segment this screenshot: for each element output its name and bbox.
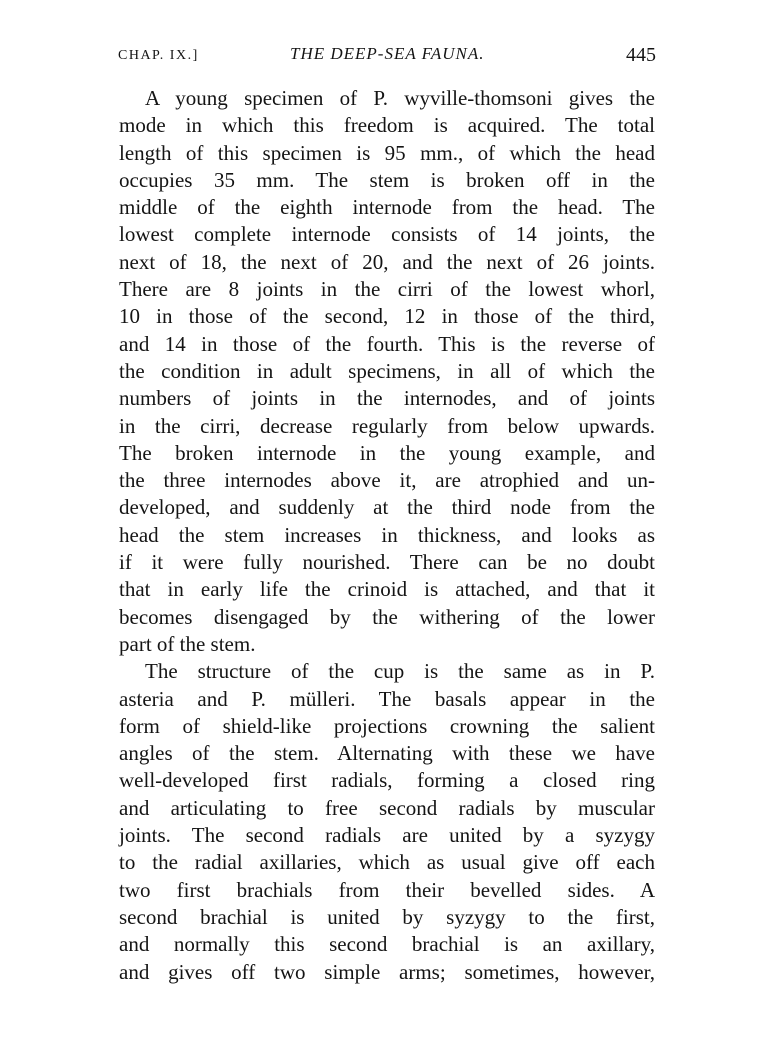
text-line: joints. The second radials are united by a syzygy <box>119 823 655 848</box>
running-head <box>118 44 656 70</box>
text-line: the three internodes above it, are atrophied and un- <box>119 468 655 493</box>
text-line: that in early life the crinoid is attached, and that it <box>119 577 655 602</box>
text-line: numbers of joints in the internodes, and of joints <box>119 386 655 411</box>
running-title: THE DEEP-SEA FAUNA. <box>290 44 485 63</box>
text-line: head the stem increases in thickness, and looks as <box>119 522 655 547</box>
chapter-label: CHAP. IX.] <box>118 48 199 63</box>
text-line: well-developed first radials, forming a closed ring <box>119 768 655 793</box>
text-line: and gives off two simple arms; sometimes, however, <box>119 959 655 984</box>
text-line: asteria and P. mülleri. The basals appear in the <box>119 686 655 711</box>
text-line: angles of the stem. Alternating with these we have <box>119 741 655 766</box>
paragraph-1 <box>119 85 655 658</box>
text-line: two first brachials from their bevelled sides. A <box>119 877 655 902</box>
text-line: to the radial axillaries, which as usual give off each <box>119 850 655 875</box>
text-line: mode in which this freedom is acquired. The total <box>119 113 655 138</box>
body-text <box>119 85 655 986</box>
text-line: becomes disengaged by the withering of the lower <box>119 604 655 629</box>
text-line: 10 in those of the second, 12 in those of the third, <box>119 304 655 329</box>
page-number: 445 <box>626 44 656 66</box>
text-line: the condition in adult specimens, in all of which the <box>119 358 655 383</box>
text-line: and 14 in those of the fourth. This is the reverse of <box>119 331 655 356</box>
text-line: second brachial is united by syzygy to the first, <box>119 904 655 929</box>
text-line: and articulating to free second radials by muscular <box>119 795 655 820</box>
text-line: if it were fully nourished. There can be no doubt <box>119 550 655 575</box>
text-line: The structure of the cup is the same as in P. <box>145 659 655 684</box>
text-line: next of 18, the next of 20, and the next of 26 joints. <box>119 249 655 274</box>
text-line: lowest complete internode consists of 14 joints, the <box>119 222 655 247</box>
text-line: A young specimen of P. wyville-thomsoni gives the <box>145 86 655 110</box>
text-line: and normally this second brachial is an axillary, <box>119 932 655 957</box>
text-line: developed, and suddenly at the third node from the <box>119 495 655 520</box>
text-line: The broken internode in the young example, and <box>119 440 655 465</box>
text-line: There are 8 joints in the cirri of the lowest whorl, <box>119 277 655 302</box>
paragraph-2 <box>119 658 655 986</box>
text-line: in the cirri, decrease regularly from below upwards. <box>119 413 655 438</box>
text-line: form of shield-like projections crowning the salient <box>119 713 655 738</box>
text-line: length of this specimen is 95 mm., of which the head <box>119 140 655 165</box>
text-line: part of the stem. <box>119 631 256 656</box>
text-line: occupies 35 mm. The stem is broken off in the <box>119 167 655 192</box>
text-line: middle of the eighth internode from the head. The <box>119 195 655 220</box>
